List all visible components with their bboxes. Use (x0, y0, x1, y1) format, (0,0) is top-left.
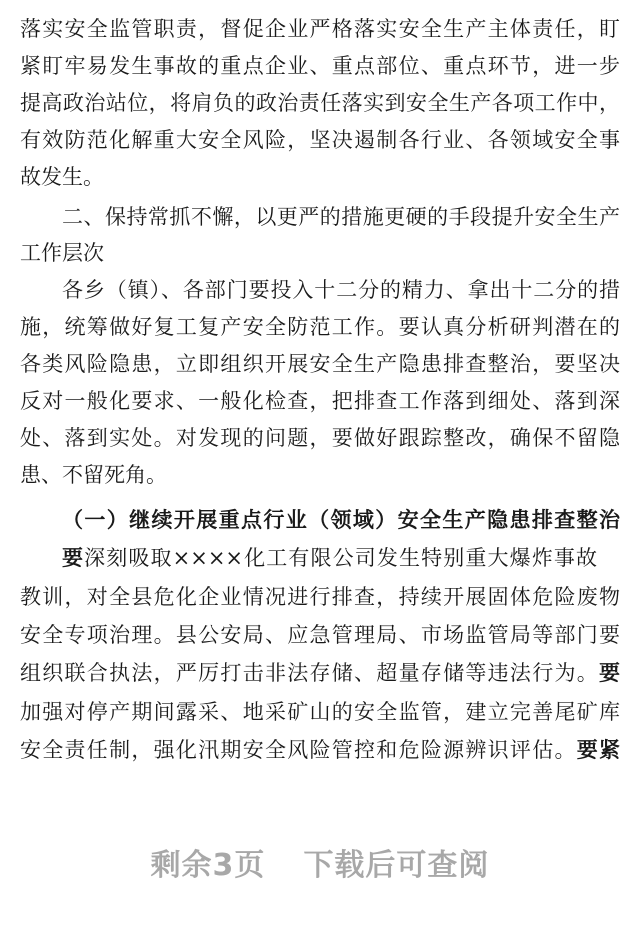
paragraph-line: 加强对停产期间露采、地采矿山的安全监管，建立完善尾矿库 (20, 700, 620, 724)
bold-keyword: 要 (62, 545, 85, 570)
paragraph-line (20, 735, 620, 765)
paragraph-line: 有效防范化解重大安全风险，坚决遏制各行业、各领域安全事 (20, 128, 620, 152)
paragraph-line: 落实安全监管职责，督促企业严格落实安全生产主体责任，盯 (20, 17, 620, 41)
bold-keyword: 要紧 (576, 737, 621, 762)
text-segment: 安全责任制，强化汛期安全风险管控和危险源辨识评估。 (20, 738, 577, 762)
text-segment: 组织联合执法，严厉打击非法存储、超量存储等违法行为。 (20, 661, 599, 685)
bold-keyword: 要 (599, 660, 620, 685)
paragraph-line: 反对一般化要求、一般化检查，把排查工作落到细处、落到深 (20, 389, 620, 413)
subheading: （一）继续开展重点行业（领域）安全生产隐患排查整治 (62, 507, 620, 532)
section-heading-line: 二、保持常抓不懈，以更严的措施更硬的手段提升安全生产 (62, 205, 620, 229)
paragraph-line: 各类风险隐患，立即组织开展安全生产隐患排查整治，要坚决 (20, 352, 620, 376)
paragraph-line (62, 543, 597, 573)
paragraph-line (20, 658, 620, 688)
paragraph-line: 教训，对全县危化企业情况进行排查，持续开展固体危险废物 (20, 585, 620, 609)
remaining-pages-label: 剩余3页 (150, 848, 266, 883)
text-segment: 深刻吸取××××化工有限公司发生特别重大爆炸事故 (84, 546, 597, 570)
paragraph-line: 施，统筹做好复工复产安全防范工作。要认真分析研判潜在的 (20, 315, 620, 339)
paragraph-line: 安全专项治理。县公安局、应急管理局、市场监管局等部门要 (20, 623, 620, 647)
paragraph-line: 处、落到实处。对发现的问题，要做好跟踪整改，确保不留隐 (20, 426, 620, 450)
paragraph-line: 故发生。 (20, 165, 104, 189)
paragraph-line: 各乡（镇）、各部门要投入十二分的精力、拿出十二分的措 (62, 278, 620, 302)
paragraph-line: 紧盯牢易发生事故的重点企业、重点部位、重点环节，进一步 (20, 54, 620, 78)
paragraph-line: 提高政治站位，将肩负的政治责任落实到安全生产各项工作中， (20, 91, 620, 115)
section-heading-line: 工作层次 (20, 241, 104, 265)
download-to-view-label[interactable]: 下载后可查阅 (303, 848, 490, 883)
download-prompt[interactable] (0, 840, 640, 884)
paragraph-line: 患、不留死角。 (20, 463, 167, 487)
